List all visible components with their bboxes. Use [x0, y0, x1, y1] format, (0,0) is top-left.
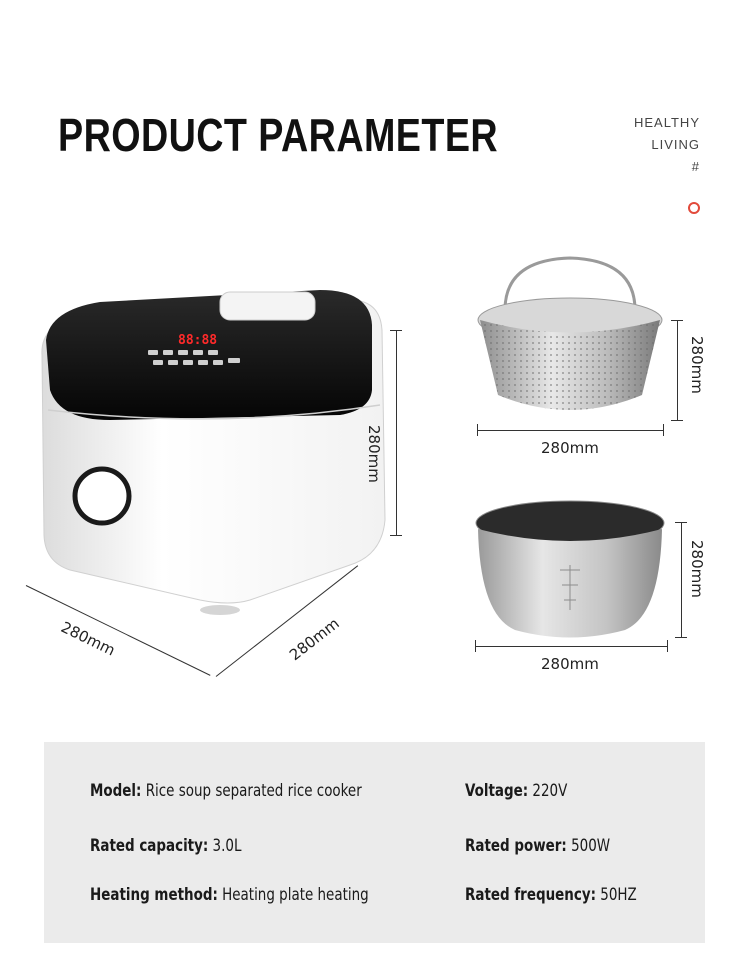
inner-pot-image — [470, 495, 670, 645]
param-voltage — [465, 781, 567, 801]
pot-width-tick-right — [667, 640, 668, 652]
steamer-height-line — [677, 320, 678, 420]
pot-width-label: 280mm — [541, 655, 599, 673]
tagline — [634, 112, 700, 178]
pot-height-line — [681, 522, 682, 637]
cooker-display-text: 88:88 — [178, 333, 218, 348]
param-frequency-value: 50HZ — [600, 885, 637, 905]
param-power-value: 500W — [571, 836, 611, 856]
pot-width-tick-left — [475, 640, 476, 652]
param-heating — [90, 885, 369, 905]
cooker-height-line — [396, 330, 397, 535]
steamer-height-tick-top — [671, 320, 683, 321]
steamer-width-line — [477, 430, 664, 431]
pot-width-line — [475, 646, 668, 647]
param-heating-value: Heating plate heating — [222, 885, 369, 905]
steamer-width-label: 280mm — [541, 439, 599, 457]
param-capacity — [90, 836, 241, 856]
tagline-line-1: HEALTHY — [634, 115, 700, 130]
tagline-line-2: LIVING — [651, 137, 700, 152]
parameter-panel — [44, 742, 705, 943]
param-model — [90, 781, 362, 801]
cooker-depth-label: 280mm — [58, 618, 119, 660]
param-heating-label: Heating method: — [90, 885, 218, 905]
pot-height-tick-top — [675, 522, 687, 523]
page-title: PRODUCT PARAMETER — [58, 109, 499, 161]
steamer-height-label: 280mm — [688, 336, 706, 394]
tagline-line-3: # — [691, 159, 700, 174]
accent-circle-icon — [688, 202, 700, 214]
pot-height-tick-bottom — [675, 637, 687, 638]
param-voltage-label: Voltage: — [465, 781, 529, 801]
pot-height-label: 280mm — [688, 540, 706, 598]
cooker-height-tick-top — [390, 330, 402, 331]
steamer-basket-image — [470, 250, 670, 430]
steamer-width-tick-right — [663, 424, 664, 436]
steamer-width-tick-left — [477, 424, 478, 436]
param-capacity-value: 3.0L — [212, 836, 242, 856]
steamer-height-tick-bottom — [671, 420, 683, 421]
param-voltage-value: 220V — [532, 781, 568, 801]
cooker-width-label: 280mm — [286, 614, 343, 665]
param-frequency-label: Rated frequency: — [465, 885, 597, 905]
param-frequency — [465, 885, 637, 905]
param-model-value: Rice soup separated rice cooker — [145, 781, 362, 801]
cooker-height-tick-bottom — [390, 535, 402, 536]
param-model-label: Model: — [90, 781, 142, 801]
param-power-label: Rated power: — [465, 836, 567, 856]
cooker-height-label: 280mm — [365, 425, 383, 483]
param-power — [465, 836, 610, 856]
param-capacity-label: Rated capacity: — [90, 836, 209, 856]
